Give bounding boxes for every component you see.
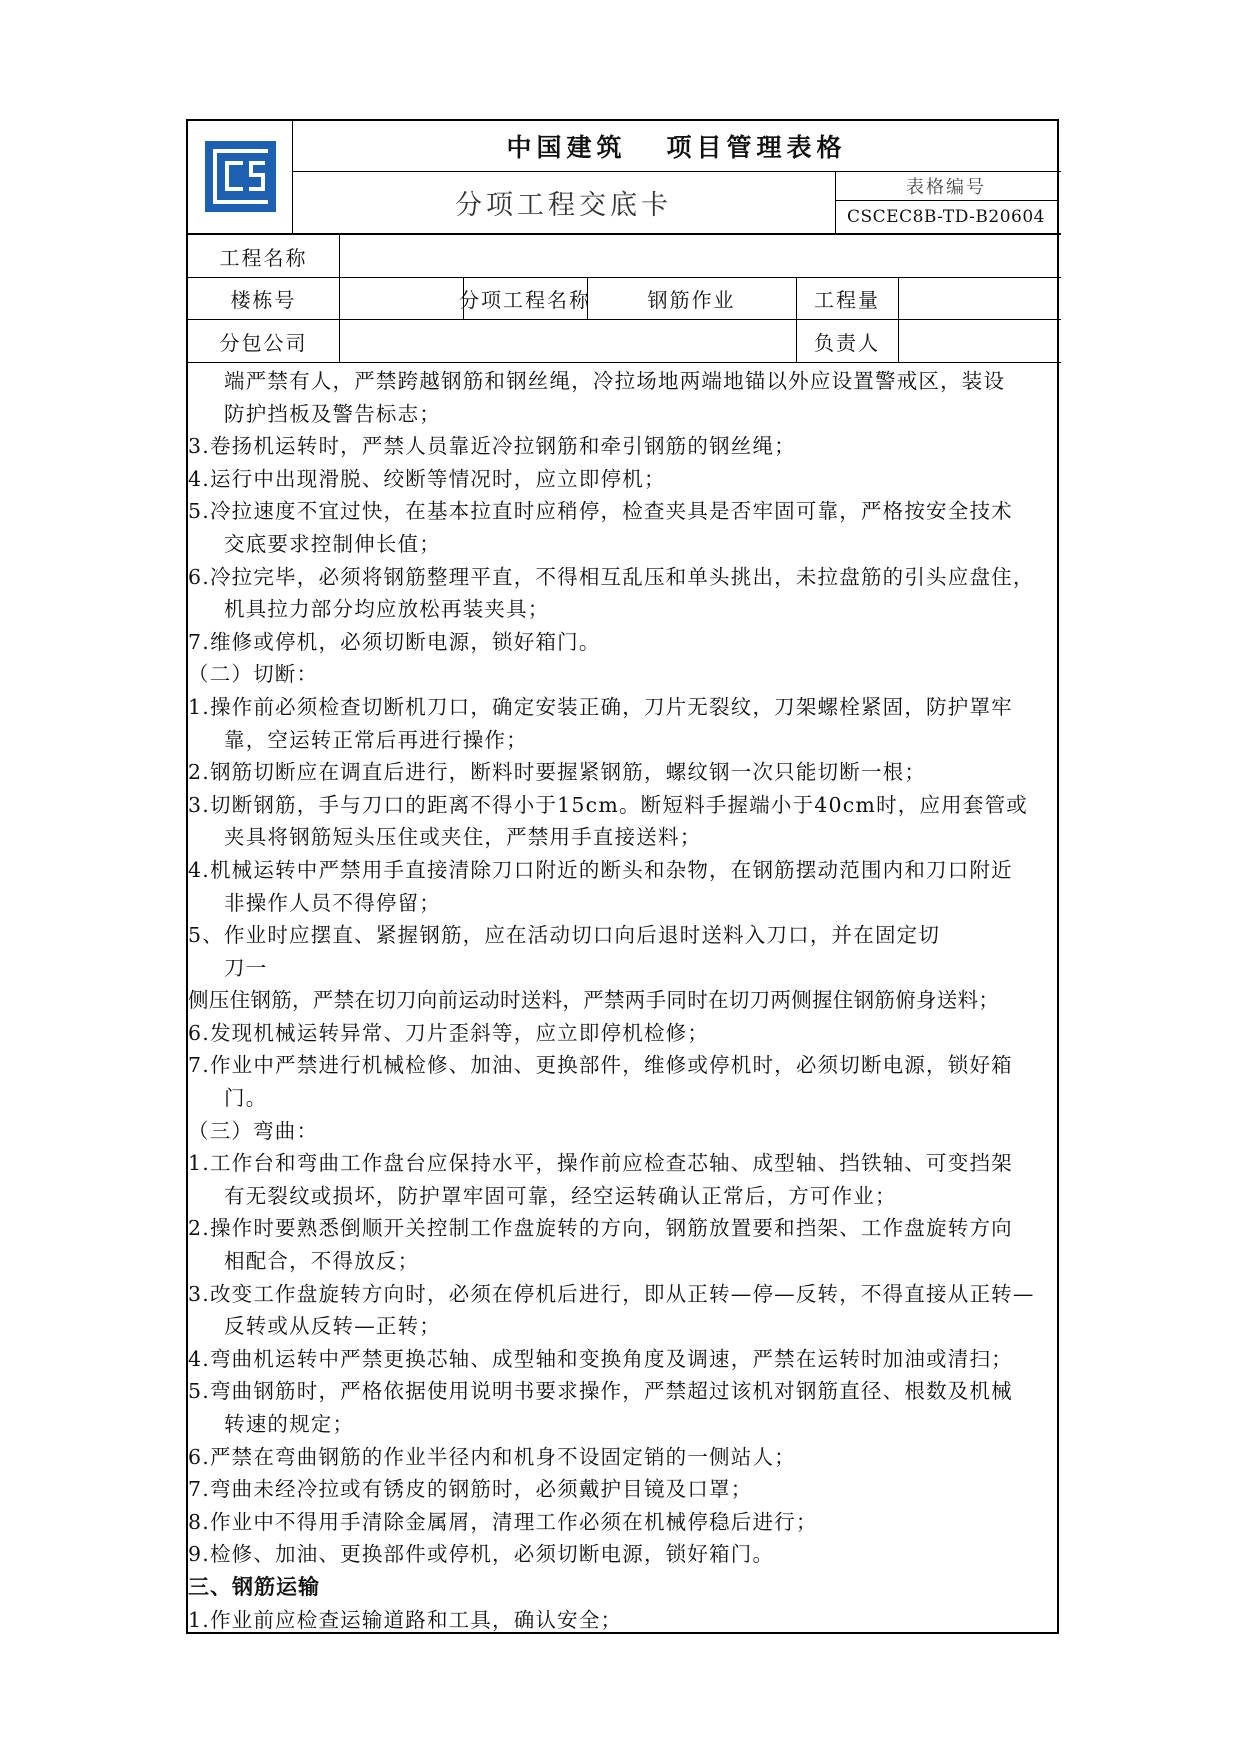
content-line: 非操作人员不得停留； [224, 890, 441, 915]
content-line: 3.切断钢筋，手与刀口的距离不得小于15cm。断短料手握端小于40cm时，应用套管或 [188, 792, 1028, 817]
form-number: CSCEC8B-TD-B20604 [847, 206, 1045, 227]
responsible-value [898, 320, 1057, 362]
content-line: 交底要求控制伸长值； [224, 531, 441, 556]
content-line: 3.改变工作盘旋转方向时，必须在停机后进行，即从正转—停—反转，不得直接从正转— [188, 1281, 1035, 1306]
content-line: 2.钢筋切断应在调直后进行，断料时要握紧钢筋，螺纹钢一次只能切断一根； [188, 760, 927, 785]
project-name-value [339, 235, 1057, 277]
subcontractor-value [339, 320, 796, 362]
content-line: 6.发现机械运转异常、刀片歪斜等，应立即停机检修； [188, 1020, 710, 1045]
content-line: 4.机械运转中严禁用手直接清除刀口附近的断头和杂物，在钢筋摆动范围内和刀口附近 [188, 857, 1013, 882]
content-line: 7.维修或停机，必须切断电源，锁好箱门。 [188, 629, 601, 654]
section-bending-heading: （三）弯曲： [188, 1118, 319, 1143]
content-line: 7.弯曲未经冷拉或有锈皮的钢筋时，必须戴护目镜及口罩； [188, 1477, 753, 1502]
content-line: 刀一 [224, 955, 268, 980]
content-line: 1.作业前应检查运输道路和工具，确认安全； [188, 1607, 623, 1632]
section-transport-heading: 三、钢筋运输 [188, 1574, 320, 1599]
content-line: 端严禁有人，严禁跨越钢筋和钢丝绳，冷拉场地两端地锚以外应设置警戒区，装设 [224, 369, 1006, 393]
content-line: 5.冷拉速度不宜过快，在基本拉直时应稍停，检查夹具是否牢固可靠，严格按安全技术 [188, 499, 1013, 524]
content-line: 4.运行中出现滑脱、绞断等情况时，应立即停机； [188, 466, 666, 491]
content-line: 1.操作前必须检查切断机刀口，确定安装正确，刀片无裂纹，刀架螺栓紧固，防护罩牢 [188, 694, 1013, 719]
content-line: 3.卷扬机运转时，严禁人员靠近冷拉钢筋和牵引钢筋的钢丝绳； [188, 434, 796, 459]
content-line: 1.工作台和弯曲工作盘台应保持水平，操作前应检查芯轴、成型轴、挡铁轴、可变挡架 [188, 1151, 1013, 1176]
form-number-label: 表格编号 [906, 176, 986, 198]
responsible-label: 负责人 [814, 330, 880, 355]
content-line: 9.检修、加油、更换部件或停机，必须切断电源，锁好箱门。 [188, 1542, 775, 1567]
content-line: 转速的规定； [224, 1412, 355, 1436]
form-title [292, 121, 1061, 171]
subproject-label: 分项工程名称 [459, 288, 591, 312]
building-value [339, 278, 463, 319]
content-line: 6.冷拉完毕，必须将钢筋整理平直，不得相互乱压和单头挑出，未拉盘筋的引头应盘住， [188, 564, 1035, 589]
form-frame [186, 119, 1059, 1634]
content-line: 门。 [224, 1086, 268, 1111]
quantity-value [898, 278, 1057, 319]
content-line: 6.严禁在弯曲钢筋的作业半径内和机身不设固定销的一侧站人； [188, 1444, 796, 1469]
quantity-label: 工程量 [814, 288, 880, 312]
card-title: 分项工程交底卡 [455, 190, 672, 221]
content-line: 相配合，不得放反； [224, 1249, 420, 1274]
content-line: 5.弯曲钢筋时，严格依据使用说明书要求操作，严禁超过该机对钢筋直径、根数及机械 [188, 1379, 1013, 1404]
content-line: 5、作业时应摆直、紧握钢筋，应在活动切口向后退时送料入刀口，并在固定切 [188, 923, 941, 948]
form-category: 项目管理表格 [666, 133, 847, 162]
content-line: 7.作业中严禁进行机械检修、加油、更换部件，维修或停机时，必须切断电源，锁好箱 [188, 1053, 1013, 1078]
content-line: 4.弯曲机运转中严禁更换芯轴、成型轴和变换角度及调速，严禁在运转时加油或清扫； [188, 1346, 1013, 1371]
content-line: 防护挡板及警告标志； [224, 401, 441, 426]
content-line: 反转或从反转—正转； [224, 1314, 441, 1339]
building-label: 楼栋号 [230, 288, 297, 312]
disclosure-content [188, 365, 1057, 1636]
content-line: 有无裂纹或损坏，防护罩牢固可靠，经空运转确认正常后，方可作业； [224, 1183, 897, 1208]
company-name: 中国建筑 [506, 133, 627, 162]
content-line: 8.作业中不得用手清除金属屑，清理工作必须在机械停稳后进行； [188, 1509, 818, 1534]
subproject-value: 钢筋作业 [647, 288, 736, 312]
cscec-logo [205, 141, 276, 212]
content-line: 靠，空运转正常后再进行操作； [224, 727, 528, 752]
content-line: 2.操作时要熟悉倒顺开关控制工作盘旋转的方向，钢筋放置要和挡架、工作盘旋转方向 [188, 1216, 1013, 1241]
content-line: 侧压住钢筋，严禁在切刀向前运动时送料，严禁两手同时在切刀两侧握住钢筋俯身送料； [188, 988, 1000, 1013]
section-cutting-heading: （二）切断： [188, 662, 319, 687]
content-line: 机具拉力部分均应放松再装夹具； [224, 597, 550, 622]
content-line: 夹具将钢筋短头压住或夹住，严禁用手直接送料； [224, 825, 702, 850]
subcontractor-label: 分包公司 [219, 330, 308, 355]
project-name-label: 工程名称 [219, 245, 308, 270]
